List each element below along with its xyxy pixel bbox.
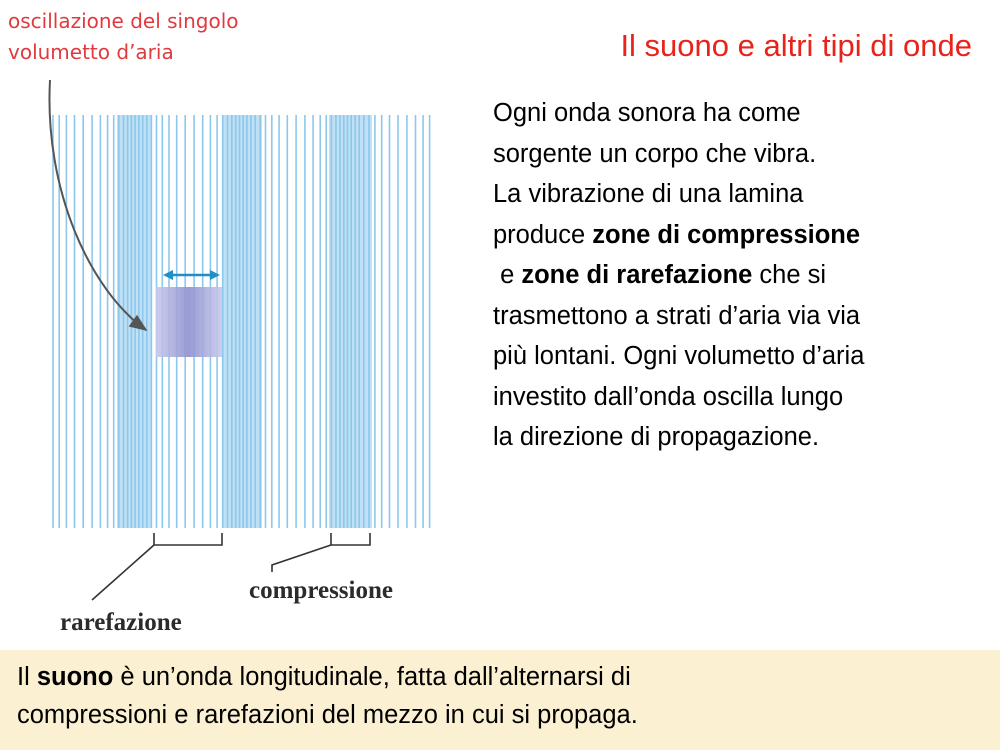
compression-bands: [117, 115, 372, 528]
callout-line-2: volumetto d’aria: [8, 40, 174, 64]
body-line: produce zone di compressione: [493, 220, 861, 249]
explanation-text: [493, 93, 993, 458]
compression-label: compressione: [249, 577, 393, 604]
rarefaction-bracket: [92, 533, 222, 600]
oscillation-arrow: [163, 270, 220, 280]
compression-bracket: [272, 533, 370, 572]
definition-box: [0, 650, 1000, 750]
body-line: investito dall’onda oscilla lungo: [493, 382, 844, 411]
rarefaction-term: zone di rarefazione: [521, 261, 753, 289]
body-line: e zone di rarefazione che si: [493, 261, 827, 289]
body-line: più lontani. Ogni volumetto d’aria: [493, 342, 865, 370]
callout-line-1: oscillazione del singolo: [8, 9, 239, 33]
body-line: trasmettono a strati d’aria via via: [493, 301, 861, 330]
body-line: Ogni onda sonora ha come: [493, 99, 801, 127]
body-line: sorgente un corpo che vibra.: [493, 139, 817, 168]
slide-title: Il suono e altri tipi di onde: [620, 28, 972, 63]
definition-line-2: compressioni e rarefazioni del mezzo in cui si propaga.: [17, 701, 638, 729]
air-volume: [156, 287, 222, 357]
longitudinal-wave-diagram: [0, 0, 480, 650]
definition-line-1: Il suono è un’onda longitudinale, fatta dall’alternarsi di: [17, 663, 631, 691]
compression-term: zone di compressione: [592, 220, 861, 249]
sound-term: suono: [36, 663, 114, 691]
body-line: la direzione di propagazione.: [493, 423, 820, 451]
rarefaction-label: rarefazione: [60, 609, 182, 636]
body-line: La vibrazione di una lamina: [493, 180, 804, 208]
